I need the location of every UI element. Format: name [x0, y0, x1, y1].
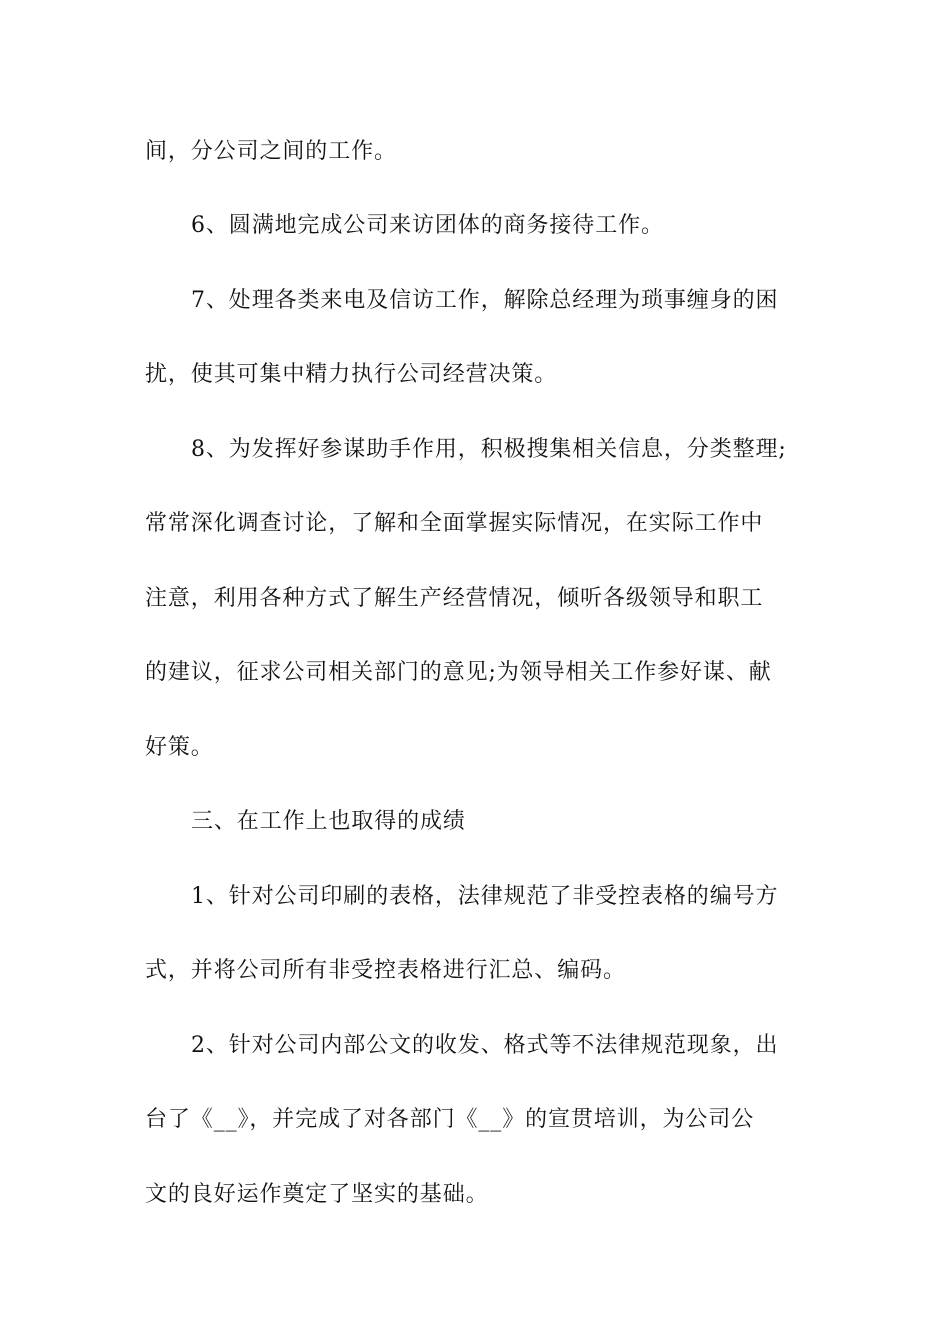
paragraph-line: 的建议，征求公司相关部门的意见;为领导相关工作参好谋、献: [145, 660, 772, 685]
paragraph-line: 8、为发挥好参谋助手作用，积极搜集相关信息，分类整理;: [191, 437, 787, 462]
paragraph-line: 常常深化调查讨论，了解和全面掌握实际情况，在实际工作中: [145, 511, 764, 536]
paragraph-line: 好策。: [145, 735, 214, 760]
paragraph-line: 2、针对公司内部公文的收发、格式等不法律规范现象，出: [191, 1033, 779, 1058]
section-heading: 三、在工作上也取得的成绩: [191, 809, 466, 834]
paragraph-line: 6、圆满地完成公司来访团体的商务接待工作。: [191, 213, 664, 238]
paragraph-line: 扰，使其可集中精力执行公司经营决策。: [145, 362, 558, 387]
paragraph-line: 文的良好运作奠定了坚实的基础。: [145, 1182, 489, 1207]
paragraph-line: 式，并将公司所有非受控表格进行汇总、编码。: [145, 958, 626, 983]
paragraph-line: 1、针对公司印刷的表格，法律规范了非受控表格的编号方: [191, 884, 779, 909]
paragraph-line: 间，分公司之间的工作。: [145, 139, 397, 164]
paragraph-line: 注意，利用各种方式了解生产经营情况，倾听各级领导和职工: [145, 586, 764, 611]
paragraph-line: 台了《__》，并完成了对各部门《__》的宣贯培训，为公司公: [145, 1107, 755, 1132]
paragraph-line: 7、处理各类来电及信访工作，解除总经理为琐事缠身的困: [191, 288, 779, 313]
